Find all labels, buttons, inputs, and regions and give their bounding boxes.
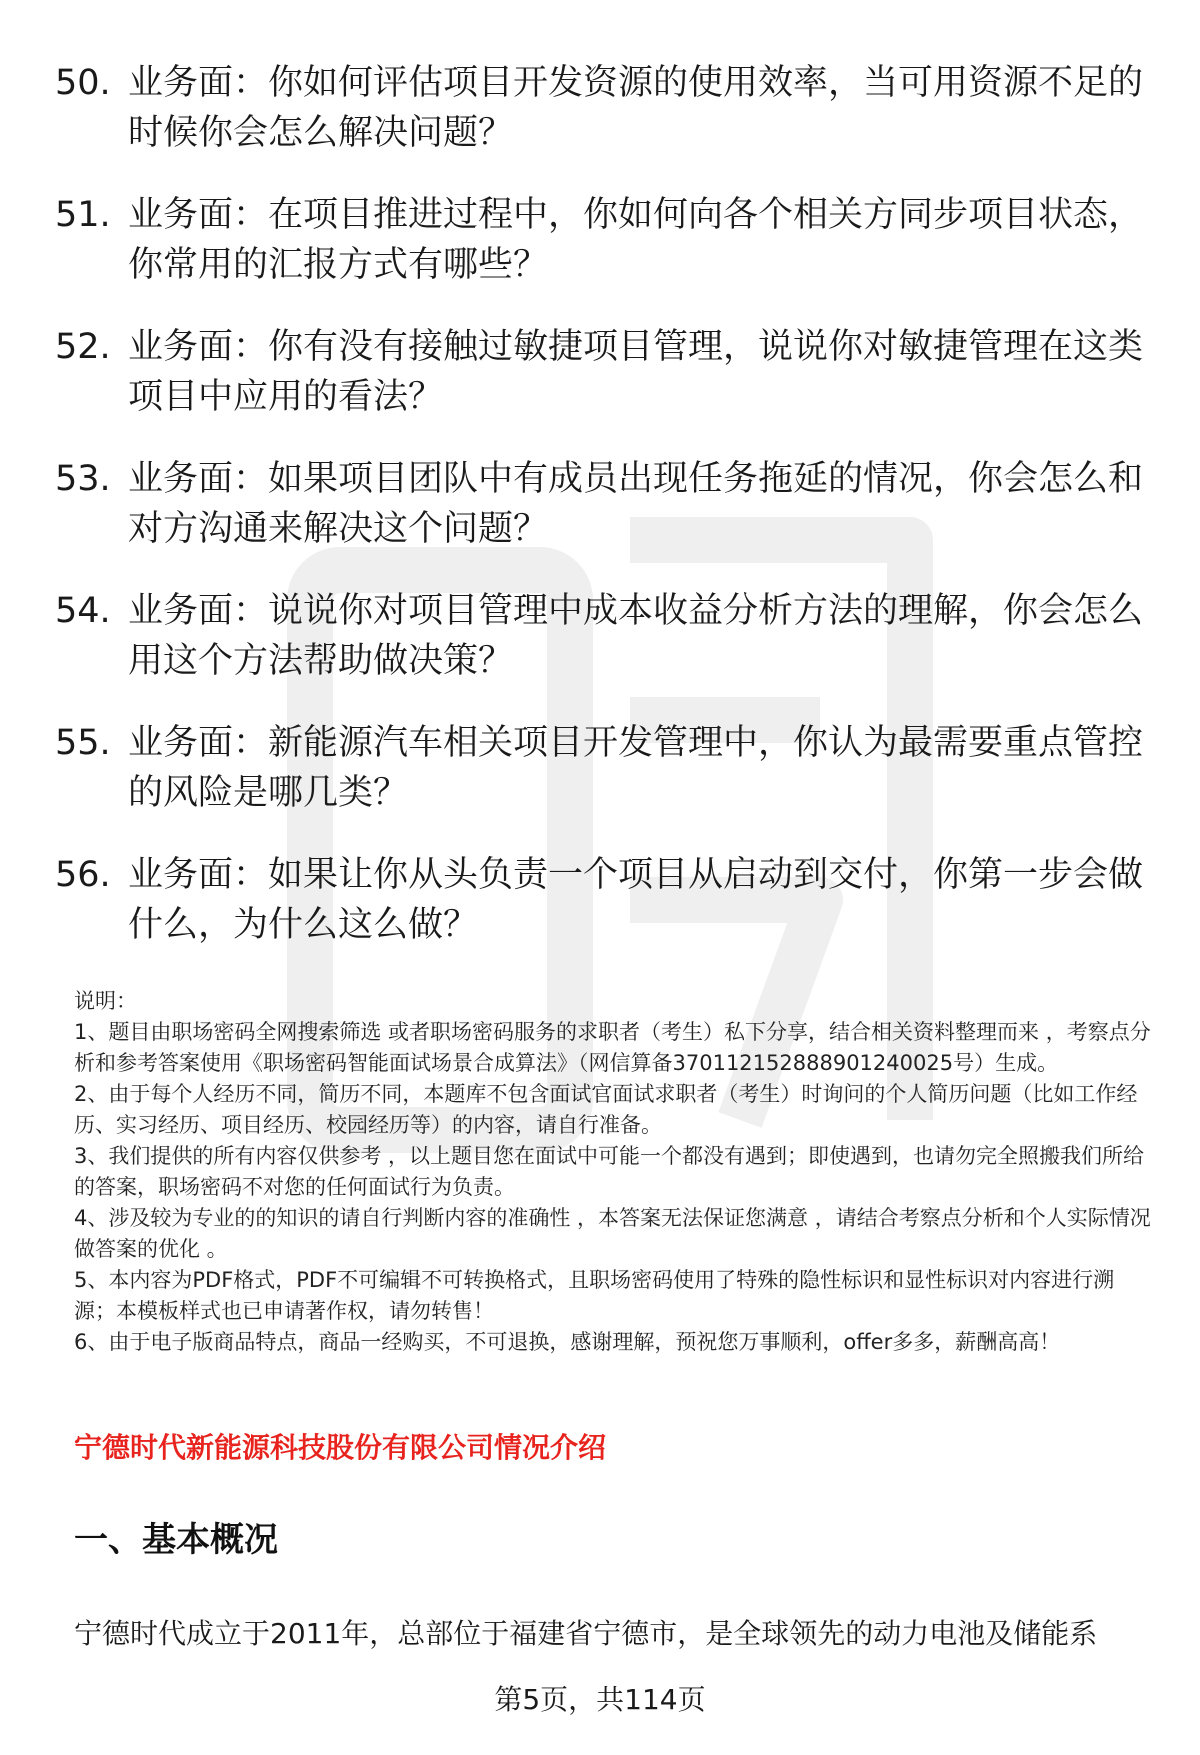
question-number: 56. bbox=[55, 855, 111, 895]
note-item: 2、由于每个人经历不同，简历不同，本题库不包含面试官面试求职者（考生）时询问的个人简历问题（比如工作经历、实习经历、项目经历、校园经历等）的内容，请自行准备。 bbox=[74, 1082, 1138, 1137]
question-list bbox=[55, 58, 1165, 982]
notes-title: 说明： bbox=[74, 989, 137, 1013]
question-text: 业务面：在项目推进过程中，你如何向各个相关方同步项目状态，你常用的汇报方式有哪些？ bbox=[128, 195, 1144, 285]
note-item: 6、由于电子版商品特点，商品一经购买，不可退换，感谢理解，预祝您万事顺利，offer多多，薪酬高高！ bbox=[74, 1330, 1061, 1354]
question-number: 52. bbox=[55, 327, 111, 367]
question-text: 业务面：你如何评估项目开发资源的使用效率，当可用资源不足的时候你会怎么解决问题？ bbox=[128, 63, 1144, 153]
note-item: 5、本内容为PDF格式，PDF不可编辑不可转换格式，且职场密码使用了特殊的隐性标识和显性标识对内容进行溯源；本模板样式也已申请著作权，请勿转售！ bbox=[74, 1268, 1115, 1323]
question-item bbox=[55, 850, 1165, 982]
question-number: 54. bbox=[55, 591, 111, 631]
question-number: 53. bbox=[55, 459, 111, 499]
question-item bbox=[55, 586, 1165, 718]
question-number: 55. bbox=[55, 723, 111, 763]
question-item bbox=[55, 718, 1165, 850]
question-text: 业务面：你有没有接触过敏捷项目管理，说说你对敏捷管理在这类项目中应用的看法？ bbox=[128, 327, 1144, 417]
question-number: 50. bbox=[55, 63, 111, 103]
question-item bbox=[55, 190, 1165, 322]
section-heading: 一、基本概况 bbox=[74, 1520, 278, 1560]
question-text: 业务面：说说你对项目管理中成本收益分析方法的理解，你会怎么用这个方法帮助做决策？ bbox=[128, 591, 1144, 681]
page-number-footer: 第5页，共114页 bbox=[494, 1683, 706, 1716]
question-number: 51. bbox=[55, 195, 111, 235]
company-title: 宁德时代新能源科技股份有限公司情况介绍 bbox=[74, 1431, 607, 1464]
note-item: 1、题目由职场密码全网搜索筛选 或者职场密码服务的求职者（考生）私下分享，结合相关资料整理而来 ，考察点分析和参考答案使用《职场密码智能面试场景合成算法》（网信算备370112152888901240025号）生成。 bbox=[74, 1020, 1151, 1075]
intro-paragraph: 宁德时代成立于2011年，总部位于福建省宁德市，是全球领先的动力电池及储能系 bbox=[74, 1617, 1098, 1650]
question-item bbox=[55, 322, 1165, 454]
question-text: 业务面：如果让你从头负责一个项目从启动到交付，你第一步会做什么，为什么这么做？ bbox=[128, 855, 1144, 945]
note-item: 3、我们提供的所有内容仅供参考 ，以上题目您在面试中可能一个都没有遇到；即使遇到，也请勿完全照搬我们所给的答案，职场密码不对您的任何面试行为负责。 bbox=[74, 1144, 1145, 1199]
question-item bbox=[55, 454, 1165, 586]
question-item bbox=[55, 58, 1165, 190]
question-text: 业务面：新能源汽车相关项目开发管理中，你认为最需要重点管控的风险是哪几类？ bbox=[128, 723, 1144, 813]
note-item: 4、涉及较为专业的的知识的请自行判断内容的准确性 ，本答案无法保证您满意 ，请结合考察点分析和个人实际情况做答案的优化 。 bbox=[74, 1206, 1151, 1261]
question-text: 业务面：如果项目团队中有成员出现任务拖延的情况，你会怎么和对方沟通来解决这个问题？ bbox=[128, 459, 1144, 549]
notes-section bbox=[74, 986, 1154, 1358]
